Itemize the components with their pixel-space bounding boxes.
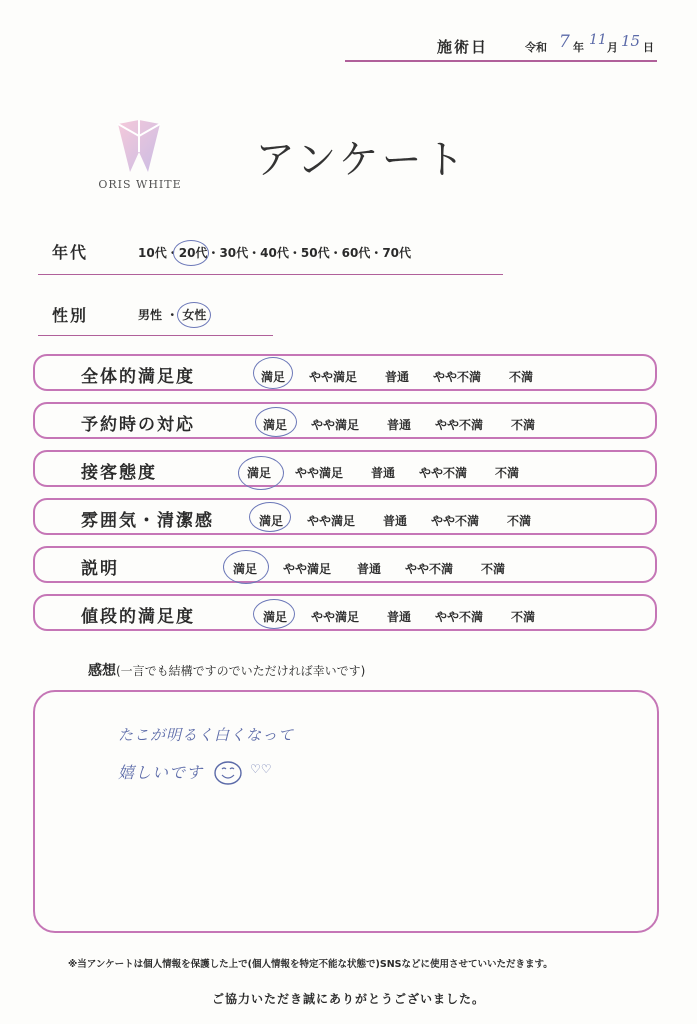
- age-option-selected[interactable]: 20代: [179, 246, 208, 260]
- rating-label: 予約時の対応: [81, 415, 195, 435]
- hearts-doodle-icon: ♡♡: [250, 762, 272, 776]
- rating-row-overall: [33, 354, 657, 391]
- gender-underline: [38, 335, 273, 336]
- date-year-unit: 年: [573, 41, 584, 54]
- rating-option-neutral[interactable]: 普通: [371, 466, 396, 480]
- age-label: 年代: [52, 243, 89, 262]
- gender-options: 男性 ・ 女性: [138, 306, 206, 323]
- age-option[interactable]: 60代: [341, 246, 371, 260]
- rating-option-satisfied[interactable]: 満足: [233, 562, 258, 576]
- tooth-logo-icon: [110, 118, 168, 174]
- privacy-footnote: ※当アンケートは個人情報を保護した上で(個人情報を特定不能な状態で)SNSなどに使用させていいただきます。: [68, 959, 553, 970]
- rating-option-neutral[interactable]: 普通: [383, 514, 408, 528]
- age-option[interactable]: 40代: [260, 246, 289, 260]
- comment-handwritten-line-1: たこが明るく白くなって: [118, 726, 295, 744]
- rating-option-dissatisfied[interactable]: 不満: [481, 562, 506, 576]
- rating-option-neutral[interactable]: 普通: [385, 370, 410, 384]
- rating-row-atmosphere: [33, 498, 657, 535]
- rating-option-somewhat-satisfied[interactable]: やや満足: [311, 610, 360, 624]
- rating-option-somewhat-satisfied[interactable]: やや満足: [307, 514, 356, 528]
- rating-label: 接客態度: [81, 463, 157, 483]
- rating-option-satisfied[interactable]: 満足: [259, 514, 284, 528]
- rating-option-neutral[interactable]: 普通: [357, 562, 382, 576]
- rating-label: 値段的満足度: [81, 607, 195, 627]
- gender-label: 性別: [52, 306, 89, 325]
- rating-option-somewhat-dissatisfied[interactable]: やや不満: [433, 370, 482, 384]
- logo-text: ORIS WHITE: [98, 178, 182, 191]
- age-option[interactable]: 30代: [219, 246, 249, 260]
- age-option[interactable]: 10代: [138, 246, 167, 260]
- rating-option-dissatisfied[interactable]: 不満: [511, 418, 536, 432]
- rating-row-explanation: [33, 546, 657, 583]
- rating-option-somewhat-dissatisfied[interactable]: やや不満: [435, 418, 484, 432]
- date-label: 施術日: [437, 38, 489, 56]
- treatment-date: [345, 30, 657, 62]
- comment-subtitle: (一言でも結構ですのでいただければ幸いです): [116, 664, 366, 678]
- brand-logo: [95, 118, 185, 198]
- rating-option-satisfied[interactable]: 満足: [263, 418, 288, 432]
- rating-option-dissatisfied[interactable]: 不満: [507, 514, 532, 528]
- age-options: 10代・20代 ・30代・40代・50代・60代・70代: [138, 244, 411, 261]
- age-option[interactable]: 50代: [300, 246, 330, 260]
- date-underline: [345, 60, 657, 62]
- date-era: 令和: [525, 41, 547, 54]
- date-month-unit: 月: [607, 41, 618, 54]
- rating-option-satisfied[interactable]: 満足: [247, 466, 272, 480]
- age-option[interactable]: 70代: [382, 246, 412, 260]
- rating-option-somewhat-satisfied[interactable]: やや満足: [311, 418, 360, 432]
- smiley-face-icon: [213, 760, 243, 786]
- selection-circle-icon: [177, 302, 211, 328]
- rating-option-somewhat-dissatisfied[interactable]: やや不満: [419, 466, 468, 480]
- gender-option-male[interactable]: 男性: [138, 308, 163, 322]
- rating-option-neutral[interactable]: 普通: [387, 610, 412, 624]
- age-underline: [38, 274, 503, 275]
- thanks-message: ご協力いただき誠にありがとうございました。: [211, 992, 485, 1006]
- comment-handwritten-line-2: 嬉しいです: [118, 763, 204, 782]
- rating-row-price: [33, 594, 657, 631]
- rating-label: 雰囲気・清潔感: [81, 511, 214, 531]
- rating-option-somewhat-satisfied[interactable]: やや満足: [295, 466, 344, 480]
- date-year-value: 7: [559, 32, 570, 52]
- comment-title: 感想: [88, 663, 116, 679]
- gender-option-female[interactable]: 女性: [182, 308, 206, 322]
- date-month-value: 11: [589, 32, 607, 48]
- page-title: アンケート: [255, 137, 468, 183]
- rating-option-dissatisfied[interactable]: 不満: [509, 370, 534, 384]
- rating-option-dissatisfied[interactable]: 不満: [495, 466, 520, 480]
- rating-option-satisfied[interactable]: 満足: [263, 610, 288, 624]
- comment-heading: [88, 660, 365, 680]
- rating-row-reservation: [33, 402, 657, 439]
- rating-option-dissatisfied[interactable]: 不満: [511, 610, 536, 624]
- rating-label: 全体的満足度: [81, 367, 195, 387]
- rating-label: 説明: [81, 559, 119, 579]
- date-day-unit: 日: [643, 41, 654, 54]
- rating-option-somewhat-dissatisfied[interactable]: やや不満: [405, 562, 454, 576]
- rating-option-somewhat-satisfied[interactable]: やや満足: [283, 562, 332, 576]
- rating-option-satisfied[interactable]: 満足: [261, 370, 286, 384]
- rating-option-somewhat-dissatisfied[interactable]: やや不満: [435, 610, 484, 624]
- date-day-value: 15: [621, 32, 641, 50]
- selection-circle-icon: [173, 240, 209, 266]
- rating-row-service: [33, 450, 657, 487]
- rating-option-neutral[interactable]: 普通: [387, 418, 412, 432]
- rating-option-somewhat-satisfied[interactable]: やや満足: [309, 370, 358, 384]
- rating-option-somewhat-dissatisfied[interactable]: やや不満: [431, 514, 480, 528]
